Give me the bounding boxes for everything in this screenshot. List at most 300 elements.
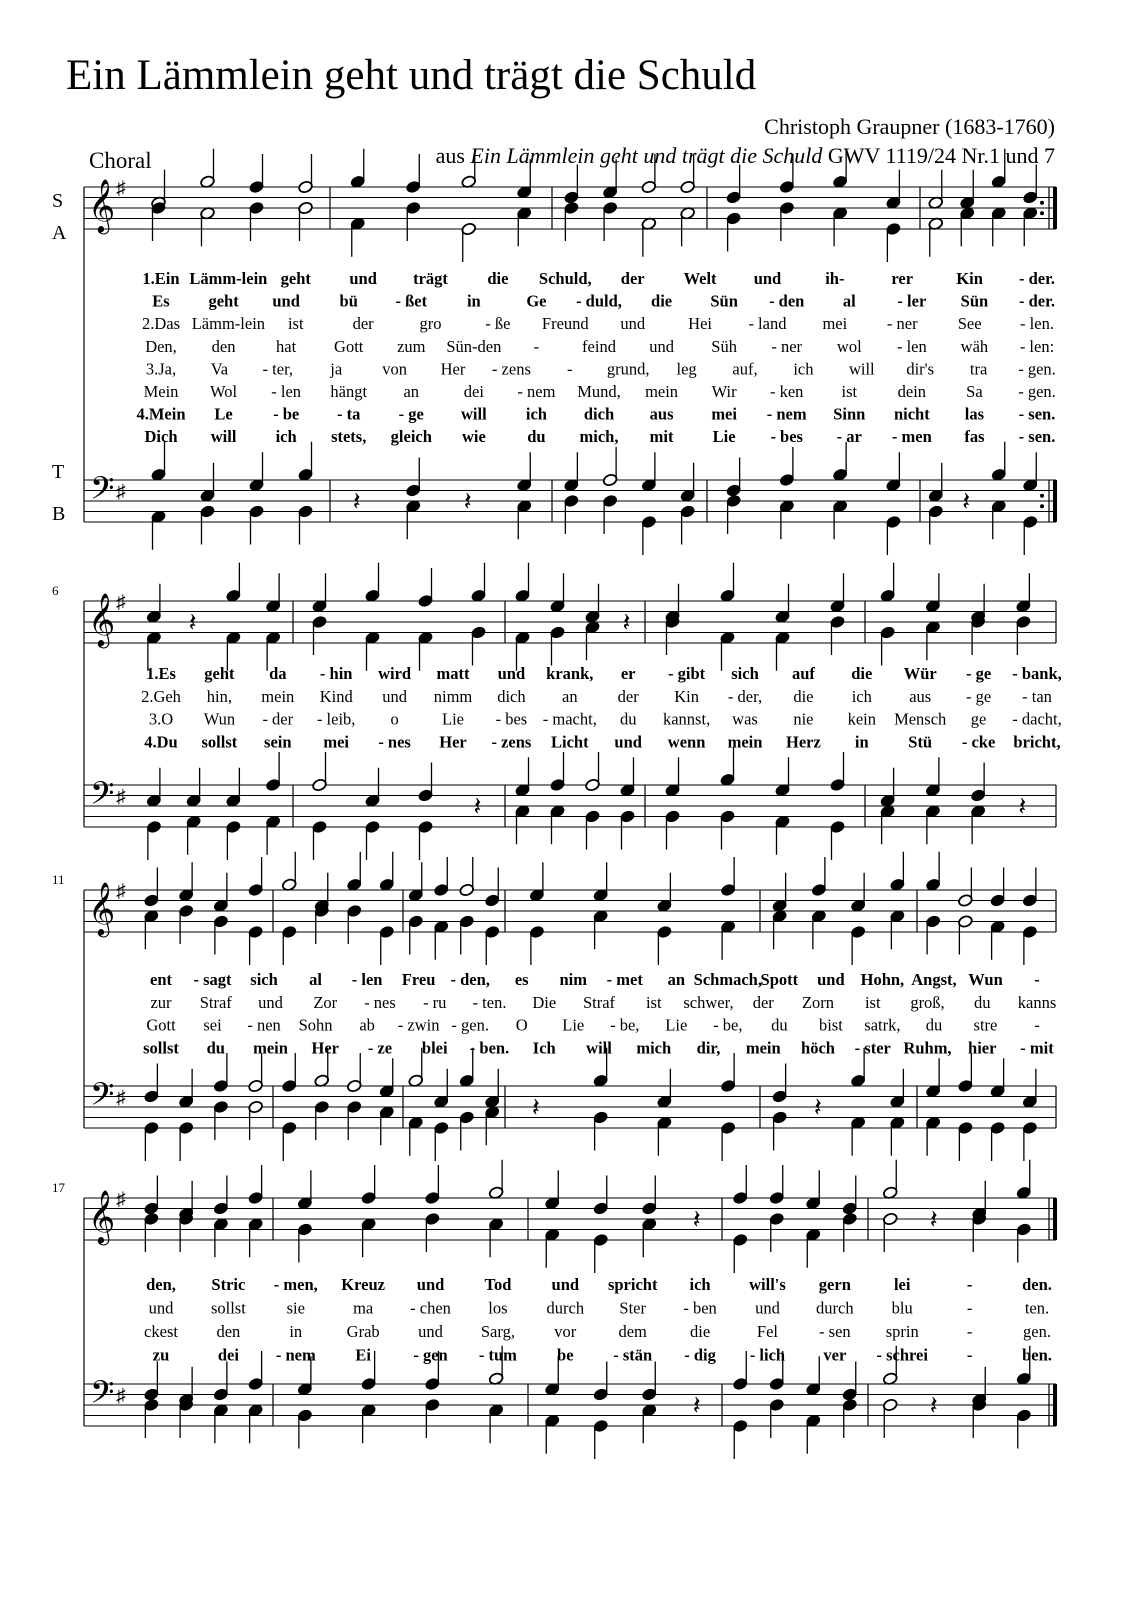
- note: [593, 1111, 609, 1151]
- lyric-syllable: ma: [353, 1298, 374, 1318]
- note: [186, 768, 202, 808]
- note: [720, 1121, 736, 1161]
- note: [732, 1165, 748, 1205]
- note: [248, 925, 264, 965]
- lyric-syllable: - ge: [965, 686, 992, 706]
- note: [991, 499, 1007, 539]
- note: [991, 442, 1007, 482]
- note: [550, 626, 566, 666]
- lyric-syllable: an: [562, 686, 578, 706]
- note: [461, 222, 477, 262]
- note: [1022, 452, 1038, 492]
- note: [990, 868, 1006, 908]
- lyric-syllable: - gen.: [1018, 359, 1056, 379]
- lyric-syllable: Ster: [619, 1298, 646, 1318]
- lyric-syllable: auf: [791, 664, 815, 683]
- lyric-syllable: Sarg,: [480, 1322, 515, 1341]
- lyric-syllable: - len: [271, 382, 302, 401]
- note: [484, 868, 500, 908]
- key-signature-sharp-icon: ♯: [116, 1189, 126, 1210]
- note: [811, 909, 827, 949]
- lyric-syllable: der: [617, 686, 639, 706]
- note: [585, 584, 601, 624]
- lyric-syllable: - ten.: [472, 992, 507, 1012]
- note: [424, 1212, 440, 1252]
- note: [957, 915, 973, 955]
- lyric-syllable: ver: [823, 1345, 847, 1365]
- note: [379, 1058, 395, 1098]
- lyric-syllable: - be,: [610, 1015, 640, 1035]
- lyric-syllable: und: [551, 1275, 580, 1294]
- svg-text:𝄞: 𝄞: [88, 180, 116, 231]
- lyric-syllable: - der,: [727, 686, 763, 706]
- lyric-syllable: Zor: [313, 992, 338, 1012]
- note: [200, 463, 216, 503]
- lyric-syllable: - nes: [378, 732, 411, 752]
- lyric-syllable: Stü: [908, 732, 933, 752]
- lyric-syllable: durch: [546, 1298, 585, 1318]
- note: [585, 620, 601, 660]
- note: [361, 1403, 377, 1443]
- note: [1016, 1409, 1032, 1449]
- lyric-syllable: - duld,: [576, 291, 622, 311]
- note: [990, 920, 1006, 960]
- note: [346, 904, 362, 944]
- lyric-syllable: Spott: [760, 970, 799, 989]
- note: [593, 1176, 609, 1216]
- lyric-syllable: - men: [891, 427, 932, 447]
- lyric-syllable: - be: [273, 404, 300, 424]
- lyric-syllable: - den,: [450, 970, 490, 989]
- note: [680, 463, 696, 503]
- quarter-rest-icon: 𝄽: [473, 792, 482, 821]
- note: [925, 757, 941, 797]
- note: [885, 170, 901, 210]
- note: [213, 1053, 229, 1093]
- lyric-syllable: du: [619, 709, 637, 729]
- lyric-syllable: sollst: [210, 1298, 246, 1318]
- lyric-syllable: Freund: [541, 314, 589, 334]
- note: [471, 563, 487, 603]
- note: [720, 810, 736, 850]
- lyric-syllable: wird: [378, 664, 412, 683]
- lyric-syllable: - gibt: [668, 664, 706, 683]
- lyric-syllable: - gen: [413, 1345, 448, 1365]
- note: [726, 458, 742, 498]
- lyric-syllable: Dich: [144, 427, 178, 447]
- lyric-syllable: Wol: [210, 382, 238, 401]
- lyric-syllable: er: [620, 664, 636, 683]
- note: [593, 1362, 609, 1402]
- lyric-syllable: 3.Ja,: [145, 359, 177, 379]
- note: [516, 206, 532, 246]
- lyric-syllable: groß,: [910, 992, 945, 1012]
- lyric-syllable: dich: [583, 404, 615, 424]
- lyric-syllable: Sa: [966, 382, 983, 401]
- lyric-syllable: Wür: [903, 664, 937, 683]
- lyric-syllable: geht: [280, 269, 311, 288]
- lyric-syllable: dein: [897, 382, 927, 401]
- note: [850, 925, 866, 965]
- svg-text:𝄞: 𝄞: [88, 883, 116, 934]
- lyric-syllable: - ße: [485, 314, 511, 334]
- quarter-rest-icon: 𝄽: [188, 608, 197, 637]
- note: [957, 1121, 973, 1161]
- lyric-syllable: stets,: [331, 427, 367, 447]
- note: [529, 862, 545, 902]
- note: [346, 852, 362, 892]
- note: [418, 568, 434, 608]
- note: [842, 1176, 858, 1216]
- note: [772, 909, 788, 949]
- lyric-syllable: und: [272, 291, 300, 311]
- lyric-syllable: mich: [636, 1038, 672, 1058]
- note: [418, 763, 434, 803]
- lyric-syllable: ich: [851, 686, 872, 706]
- note: [1015, 615, 1031, 655]
- note: [408, 862, 424, 902]
- lyric-syllable: dir's: [906, 359, 935, 379]
- note: [593, 1419, 609, 1459]
- note: [544, 1170, 560, 1210]
- note: [281, 925, 297, 965]
- lyric-syllable: bricht,: [1013, 732, 1061, 752]
- lyric-syllable: nimm: [433, 686, 473, 706]
- lyric-syllable: - schrei: [876, 1345, 928, 1365]
- lyric-syllable: o: [390, 709, 399, 729]
- note: [928, 217, 944, 257]
- note: [1015, 573, 1031, 613]
- tempo-marking: Choral: [89, 148, 152, 173]
- note: [970, 804, 986, 844]
- lyric-syllable: - len.: [1020, 314, 1054, 334]
- note: [1016, 1160, 1032, 1200]
- note: [516, 452, 532, 492]
- lyric-syllable: - len: [896, 336, 927, 356]
- lyric-syllable: ich: [689, 1275, 711, 1294]
- music-system: [52, 852, 1056, 1161]
- note: [143, 1398, 159, 1438]
- note: [990, 1058, 1006, 1098]
- note: [641, 1217, 657, 1257]
- lyric-syllable: ist: [864, 992, 881, 1012]
- lyric-syllable: du: [925, 1015, 943, 1035]
- note: [314, 1100, 330, 1140]
- note: [830, 573, 846, 613]
- lyric-syllable: - ken: [769, 382, 804, 401]
- note: [178, 904, 194, 944]
- note: [265, 573, 281, 613]
- note: [830, 820, 846, 860]
- lyric-syllable: mein: [727, 732, 763, 752]
- lyric-syllable: und: [755, 1298, 780, 1318]
- note: [720, 747, 736, 787]
- note: [593, 862, 609, 902]
- lyric-syllable: mit: [649, 427, 674, 447]
- quarter-rest-icon: 𝄽: [813, 1093, 822, 1122]
- note: [459, 1111, 475, 1151]
- lyric-syllable: Sinn: [833, 404, 866, 424]
- lyric-syllable: 3.O: [148, 709, 174, 729]
- lyric-syllable: sich: [250, 970, 278, 989]
- note: [213, 1176, 229, 1216]
- lyric-syllable: und: [148, 1298, 174, 1318]
- lyric-syllable: wenn: [667, 732, 706, 752]
- lyric-syllable: Va: [210, 359, 229, 379]
- lyric-syllable: den: [216, 1322, 241, 1341]
- note: [213, 1217, 229, 1257]
- lyric-syllable: der: [352, 314, 374, 334]
- lyric-syllable: Her: [311, 1038, 339, 1058]
- lyric-syllable: zur: [150, 992, 172, 1012]
- note: [1022, 925, 1038, 965]
- lyric-syllable: hier: [968, 1038, 997, 1058]
- lyric-syllable: wäh: [960, 336, 989, 356]
- note: [925, 804, 941, 844]
- treble-clef-icon: [88, 593, 115, 648]
- lyric-syllable: feind: [582, 336, 616, 356]
- note: [550, 804, 566, 844]
- lyric-syllable: der: [752, 992, 774, 1012]
- lyric-syllable: - nem: [766, 404, 807, 424]
- lyric-syllable: - ar: [836, 427, 862, 447]
- lyric-syllable: von: [382, 359, 407, 379]
- note: [769, 1212, 785, 1252]
- lyric-syllable: den,: [146, 1275, 176, 1294]
- note: [350, 217, 366, 257]
- lyric-syllable: gro: [419, 314, 442, 334]
- note: [379, 852, 395, 892]
- lyric-syllable: ist: [645, 992, 662, 1012]
- key-signature-sharp-icon: ♯: [116, 1087, 126, 1109]
- note: [225, 563, 241, 603]
- lyric-syllable: bü: [339, 291, 358, 311]
- lyric-syllable: ab: [359, 1015, 375, 1035]
- note: [769, 1398, 785, 1438]
- lyric-syllable: ich: [275, 427, 297, 447]
- lyric-syllable: bist: [818, 1015, 843, 1035]
- note: [656, 925, 672, 965]
- note: [811, 857, 827, 897]
- note: [484, 1105, 500, 1145]
- lyric-syllable: - der.: [1018, 269, 1056, 288]
- lyric-syllable: - ze: [367, 1038, 393, 1058]
- lyric-syllable: in: [466, 291, 481, 311]
- lyric-syllable: matt: [436, 664, 470, 683]
- note: [298, 154, 314, 194]
- note: [405, 154, 421, 194]
- lyric-syllable: da: [269, 664, 287, 683]
- lyric-syllable: lei: [893, 1275, 911, 1294]
- lyric-syllable: ent: [150, 970, 172, 989]
- lyric-syllable: - der: [262, 709, 294, 729]
- staff-label-alto: A: [52, 222, 67, 244]
- note: [186, 815, 202, 855]
- lyric-syllable: dem: [618, 1322, 647, 1341]
- note: [365, 563, 381, 603]
- lyric-syllable: tra: [969, 359, 988, 379]
- note: [925, 852, 941, 892]
- note: [593, 1233, 609, 1273]
- lyric-syllable: will: [586, 1038, 612, 1058]
- lyric-syllable: krank,: [546, 664, 594, 683]
- note: [248, 1053, 264, 1093]
- lyric-syllable: - met: [606, 970, 643, 989]
- note: [529, 925, 545, 965]
- quarter-rest-icon: 𝄽: [692, 1205, 701, 1234]
- note: [775, 631, 791, 671]
- lyric-syllable: Sün: [960, 291, 989, 311]
- lyric-syllable: sei: [203, 1015, 222, 1035]
- lyric-syllable: Straf: [582, 992, 616, 1012]
- svg-text:𝄢: 𝄢: [90, 1078, 115, 1120]
- note: [970, 763, 986, 803]
- lyric-syllable: Lie: [665, 1015, 688, 1035]
- treble-clef-icon: [88, 179, 115, 234]
- lyric-syllable: kein: [847, 709, 877, 729]
- note: [842, 1212, 858, 1252]
- note: [563, 201, 579, 241]
- note: [641, 515, 657, 555]
- note: [959, 170, 975, 210]
- note: [732, 1233, 748, 1273]
- lyric-syllable: Lie: [712, 427, 736, 447]
- lyric-syllable: zu: [152, 1345, 170, 1365]
- note: [350, 149, 366, 189]
- lyric-syllable: aus: [649, 404, 674, 424]
- note: [433, 1069, 449, 1109]
- lyric-syllable: du: [974, 992, 991, 1012]
- note: [418, 631, 434, 671]
- note: [805, 1414, 821, 1454]
- note: [602, 494, 618, 534]
- lyric-syllable: - ter,: [262, 359, 294, 379]
- lyric-syllable: sie: [286, 1298, 305, 1318]
- lyric-syllable: auf,: [732, 359, 758, 379]
- note: [200, 149, 216, 189]
- note: [146, 820, 162, 860]
- note: [424, 1165, 440, 1205]
- note: [312, 752, 328, 792]
- note: [488, 1403, 504, 1443]
- note: [143, 1064, 159, 1104]
- lyric-syllable: - ben: [683, 1298, 717, 1318]
- composer-credit: Christoph Graupner (1683-1760): [764, 114, 1055, 139]
- lyric-syllable: Grab: [346, 1322, 380, 1341]
- lyric-syllable: - bank,: [1012, 664, 1062, 683]
- note: [178, 1398, 194, 1438]
- note: [143, 1176, 159, 1216]
- source-work-title: Ein Lämmlein geht und trägt die Schuld: [470, 143, 823, 168]
- lyric-syllable: Schuld,: [538, 269, 592, 288]
- staff-label-soprano: S: [52, 190, 64, 212]
- lyric-syllable: Wun: [968, 970, 1003, 989]
- note: [769, 1165, 785, 1205]
- measure-number: 17: [52, 1180, 65, 1195]
- note: [312, 573, 328, 613]
- lyric-syllable: - ster: [854, 1038, 891, 1058]
- note: [225, 768, 241, 808]
- note: [720, 1053, 736, 1093]
- lyric-syllable: mein: [645, 382, 679, 401]
- lyric-syllable: Ge: [526, 291, 547, 311]
- note: [585, 752, 601, 792]
- note: [249, 452, 265, 492]
- lyric-syllable: die: [851, 664, 873, 683]
- note: [143, 909, 159, 949]
- lyric-syllable: und: [753, 269, 782, 288]
- lyric-syllable: hin,: [206, 686, 233, 706]
- lyric-syllable: du: [206, 1038, 225, 1058]
- lyric-syllable: will's: [749, 1275, 786, 1294]
- lyric-syllable: zum: [397, 336, 426, 356]
- lyric-syllable: 1.Ein: [142, 269, 180, 288]
- lyric-syllable: Lämm-lein: [191, 314, 266, 334]
- lyric-syllable: Mund,: [577, 382, 621, 401]
- treble-clef-icon: [88, 1190, 115, 1245]
- lyric-syllable: Gott: [146, 1015, 176, 1035]
- lyric-syllable: in: [854, 732, 869, 752]
- lyric-syllable: und: [416, 1275, 445, 1294]
- note: [925, 915, 941, 955]
- note: [885, 222, 901, 262]
- note: [680, 206, 696, 246]
- note: [146, 584, 162, 624]
- key-signature-sharp-icon: ♯: [116, 1385, 126, 1407]
- lyric-syllable: - mit: [1020, 1038, 1054, 1058]
- svg-text:𝄞: 𝄞: [88, 1191, 116, 1242]
- note: [925, 573, 941, 613]
- note: [970, 615, 986, 655]
- lyric-syllable: - nen: [247, 1015, 281, 1035]
- note: [805, 1228, 821, 1268]
- note: [213, 1362, 229, 1402]
- lyric-syllable: los: [488, 1298, 508, 1318]
- lyric-syllable: gleich: [390, 427, 432, 447]
- note: [213, 873, 229, 913]
- bass-clef-icon: [90, 1376, 114, 1418]
- lyric-syllable: - zens: [491, 359, 531, 379]
- lyric-syllable: Wun: [203, 709, 236, 729]
- lyric-syllable: - hin: [319, 664, 353, 683]
- note: [459, 915, 475, 955]
- lyric-syllable: - bes: [495, 709, 528, 729]
- note: [772, 1064, 788, 1104]
- lyric-syllable: ich: [525, 404, 547, 424]
- note: [805, 1170, 821, 1210]
- note: [726, 494, 742, 534]
- note: [424, 1398, 440, 1438]
- lyric-syllable: Lie: [442, 709, 464, 729]
- lyric-syllable: Gott: [334, 336, 364, 356]
- svg-text:𝄢: 𝄢: [90, 777, 115, 819]
- lyric-syllable: was: [732, 709, 758, 729]
- note: [665, 615, 681, 655]
- note: [515, 563, 531, 603]
- lyric-syllable: blei: [421, 1038, 448, 1058]
- note: [726, 165, 742, 205]
- note: [433, 857, 449, 897]
- note: [151, 442, 167, 482]
- note: [298, 201, 314, 241]
- note: [471, 626, 487, 666]
- final-barline: [1053, 1384, 1057, 1426]
- lyric-syllable: hängt: [330, 382, 368, 401]
- lyric-syllable: - dacht,: [1012, 709, 1062, 729]
- quarter-rest-icon: 𝄽: [352, 487, 361, 516]
- lyric-syllable: Schmach,: [693, 970, 762, 989]
- lyric-syllable: schwer,: [683, 992, 734, 1012]
